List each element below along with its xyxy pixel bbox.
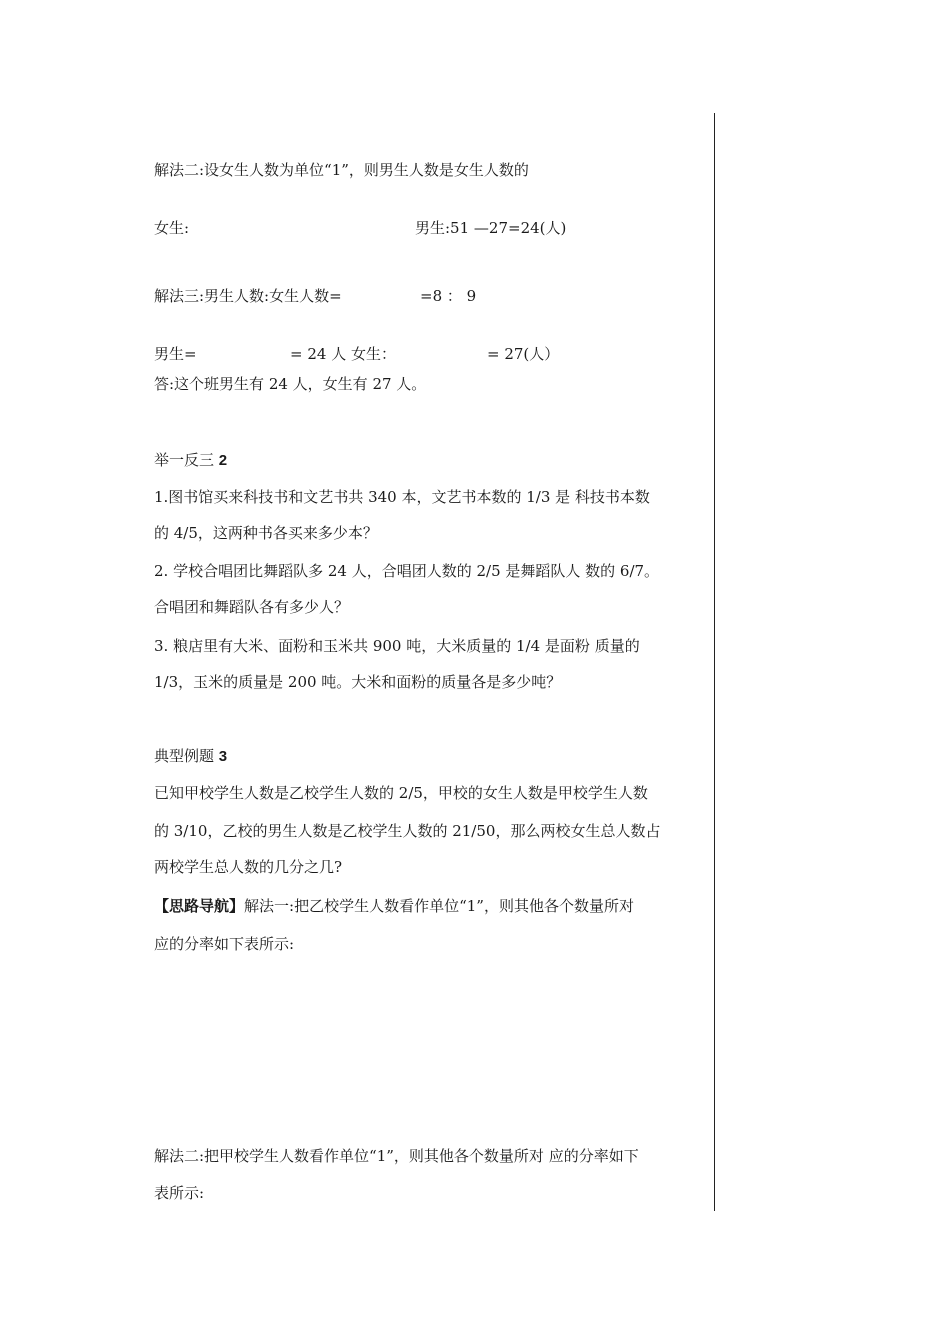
practice-q3-line1: 3. 粮店里有大米、面粉和玉米共 900 吨，大米质量的 1/4 是面粉 质量的 — [154, 637, 640, 655]
solution3-ratio-label: 解法三:男生人数:女生人数= — [154, 287, 342, 305]
practice-title: 举一反三 — [154, 451, 215, 469]
guide-line1 — [154, 896, 634, 917]
example-line3: 两校学生总人数的几分之几? — [154, 858, 343, 876]
right-margin-rule — [714, 113, 715, 1211]
solution2b-line1: 解法二:把甲校学生人数看作单位“1”，则其他各个数量所对 应的分率如下 — [154, 1147, 639, 1165]
guide-bracket: 【思路导航】 — [154, 898, 245, 915]
solution3-ratio-value: =8 ： 9 — [420, 287, 477, 305]
girls-label: 女生: — [154, 219, 190, 237]
practice-q3-line2: 1/3，玉米的质量是 200 吨。大米和面粉的质量各是多少吨？ — [154, 673, 562, 691]
example-line1: 已知甲校学生人数是乙校学生人数的 2/5，甲校的女生人数是甲校学生人数 — [154, 784, 648, 802]
practice-q2-line2: 合唱团和舞蹈队各有多少人？ — [154, 598, 350, 616]
solution2b-line2: 表所示: — [154, 1184, 205, 1202]
girls-eq-result: = 27(人） — [487, 345, 560, 363]
practice-q1-line1: 1.图书馆买来科技书和文艺书共 340 本，文艺书本数的 1/3 是 科技书本数 — [154, 488, 650, 506]
practice-q1-line2: 的 4/5，这两种书各买来多少本？ — [154, 524, 378, 542]
boys-calc: 男生:51 —27=24(人) — [415, 219, 567, 237]
guide-line2: 应的分率如下表所示: — [154, 935, 295, 953]
boys-eq-label: 男生= — [154, 345, 197, 363]
example-number: 3 — [218, 748, 228, 765]
guide-line1-rest: 解法一:把乙校学生人数看作单位“1”，则其他各个数量所对 — [244, 897, 634, 915]
example-heading — [154, 746, 227, 767]
practice-q2-line1: 2. 学校合唱团比舞蹈队多 24 人，合唱团人数的 2/5 是舞蹈队人 数的 6/7。 — [154, 562, 660, 580]
practice-number: 2 — [218, 452, 228, 469]
solution2-intro: 解法二:设女生人数为单位“1”，则男生人数是女生人数的 — [154, 161, 529, 179]
example-title: 典型例题 — [154, 747, 215, 765]
answer-line: 答:这个班男生有 24 人，女生有 27 人。 — [154, 375, 427, 393]
example-line2: 的 3/10，乙校的男生人数是乙校学生人数的 21/50，那么两校女生总人数占 — [154, 822, 661, 840]
practice-heading — [154, 450, 227, 471]
boys-eq-result: = 24 人 女生： — [290, 345, 396, 363]
